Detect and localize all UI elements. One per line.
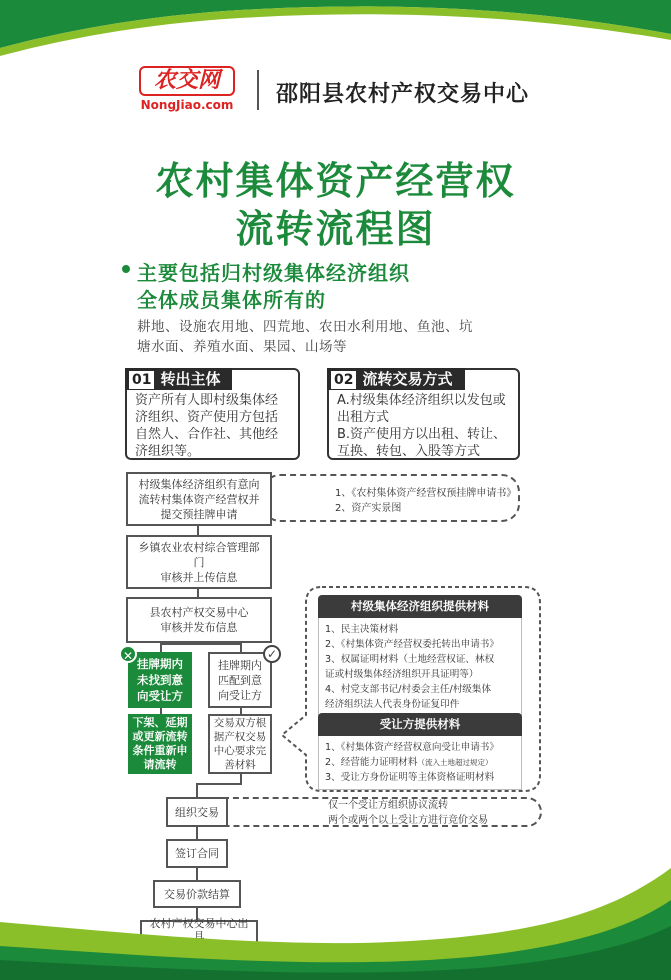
buyer-material-item-2 <box>325 755 515 770</box>
buyer-material-item: 2、经营能力证明材料 <box>325 757 418 768</box>
buyer-material-item: 3、受让方身份证明等主体资格证明材料 <box>325 772 495 783</box>
bottom-wave-decoration <box>0 860 671 980</box>
complete-line: 据产权交易 <box>213 731 267 743</box>
buyer-material-item: 1、《村集体资产经营权意向受让申请书》 <box>325 742 499 753</box>
step-township-review <box>126 535 272 589</box>
buyer-materials-title: 受让方提供材料 <box>318 713 522 736</box>
scope-heading-line2: 全体成员集体所有的 <box>137 288 326 312</box>
section2-line: 出租方式 <box>337 410 390 425</box>
relist-line: 条件重新申 <box>132 744 188 757</box>
section2-line: 互换、转包、入股等方式 <box>337 444 481 459</box>
village-materials-title: 村级集体经济组织提供材料 <box>318 595 522 618</box>
logo-domain: NongJiao.com <box>140 98 234 112</box>
section2-line: B.资产使用方以出租、转让、 <box>337 427 507 442</box>
village-material-item: 经济组织法人代表身份证复印件 <box>325 699 460 710</box>
scope-items-line1: 耕地、设施农用地、四荒地、农田水利用地、鱼池、坑 <box>137 319 473 335</box>
connector <box>197 525 199 535</box>
step-price-settlement: 交易价款结算 <box>153 880 241 908</box>
step1-note: 2、资产实景图 <box>335 503 402 514</box>
section1-line: 资产所有人即村级集体经 <box>135 393 279 408</box>
connector <box>240 773 242 783</box>
village-material-item: 4、村党支部书记/村委会主任/村级集体 <box>325 684 492 695</box>
branch-ok-line: 匹配到意 <box>218 673 262 687</box>
village-material-item: 2、《村集体资产经营权委托转出申请书》 <box>325 639 499 650</box>
buyer-material-note: （流入土地超过规定） <box>417 758 493 767</box>
section2-header <box>327 368 465 390</box>
complete-line: 善材料 <box>224 759 256 771</box>
header-divider <box>257 70 259 110</box>
step-county-publish <box>126 597 272 643</box>
connector <box>196 783 242 785</box>
village-material-item: 3、权属证明材料（土地经营权证、林权 <box>325 654 495 665</box>
section2-title: 流转交易方式 <box>362 370 453 388</box>
step1-line: 提交预挂牌申请 <box>160 507 238 521</box>
buyer-materials-panel <box>318 713 522 790</box>
ok-check-icon: ✓ <box>263 645 281 663</box>
village-material-item: 证或村级集体经济组织开具证明等） <box>325 669 479 680</box>
step3-line: 县农村产权交易中心 <box>149 606 249 619</box>
organize-note: 仅一个受让方组织协议流转 <box>328 800 448 811</box>
village-material-item: 1、民主决策材料 <box>325 624 399 635</box>
branch-fail-line: 未找到意 <box>137 673 183 687</box>
bullet-dot <box>122 265 130 273</box>
step1-note: 1、《农村集体资产经营权预挂牌申请书》 <box>335 488 517 499</box>
step-apply-prelisting <box>126 472 272 526</box>
section1-line: 自然人、合作社、其他经 <box>135 427 279 442</box>
step1-line: 流转村集体资产经营权并 <box>138 492 260 506</box>
connector <box>196 827 198 839</box>
connector <box>196 783 198 797</box>
cert-line: 农村产权交易中心出具 <box>149 916 249 943</box>
scope-items-line2: 塘水面、养殖水面、果园、山场等 <box>137 339 347 355</box>
organize-note: 两个或两个以上受让方进行竞价交易 <box>328 815 488 826</box>
relist-line: 请流转 <box>143 758 177 771</box>
step-organize-trade: 组织交易 <box>166 797 228 827</box>
section1-header <box>125 368 232 390</box>
branch-ok-line: 挂牌期内 <box>218 658 262 672</box>
branch-no-buyer <box>128 652 192 708</box>
page-title-line2: 流转流程图 <box>235 207 436 251</box>
step3-line: 审核并发布信息 <box>160 621 238 634</box>
section1-title: 转出主体 <box>160 370 221 388</box>
fail-cross-icon: ✕ <box>119 645 137 663</box>
step2-line: 审核并上传信息 <box>160 570 238 584</box>
action-relist <box>128 714 192 774</box>
relist-line: 或更新流转 <box>132 730 188 743</box>
branch-fail-line: 向受让方 <box>137 689 183 703</box>
step1-line: 村级集体经济组织有意向 <box>138 477 260 491</box>
connector <box>160 643 240 645</box>
section1-number: 01 <box>129 371 154 389</box>
step2-line: 乡镇农业农村综合管理部门 <box>138 540 260 569</box>
logo-mark: 农交网 <box>139 66 235 96</box>
branch-ok-line: 向受让方 <box>218 688 262 702</box>
relist-line: 下架、延期 <box>132 716 188 729</box>
branch-buyer-matched <box>208 652 272 708</box>
page-title-line1: 农村集体资产经营权 <box>155 159 516 203</box>
complete-line: 交易双方根 <box>213 717 267 729</box>
action-complete-materials <box>208 714 272 774</box>
step-sign-contract: 签订合同 <box>166 839 228 868</box>
complete-line: 中心要求完 <box>213 745 267 757</box>
section1-line: 济组织等。 <box>135 444 201 459</box>
org-name: 邵阳县农村产权交易中心 <box>276 82 530 107</box>
section2-number: 02 <box>331 371 356 389</box>
village-materials-panel <box>318 595 522 717</box>
top-wave-decoration <box>0 0 671 60</box>
section1-line: 济组织、资产使用方包括 <box>135 410 279 425</box>
branch-fail-line: 挂牌期内 <box>137 657 183 671</box>
scope-heading-line1: 主要包括归村级集体经济组织 <box>137 261 410 285</box>
section2-line: A.村级集体经济组织以发包或 <box>337 393 506 408</box>
nongjiao-logo <box>139 66 235 112</box>
